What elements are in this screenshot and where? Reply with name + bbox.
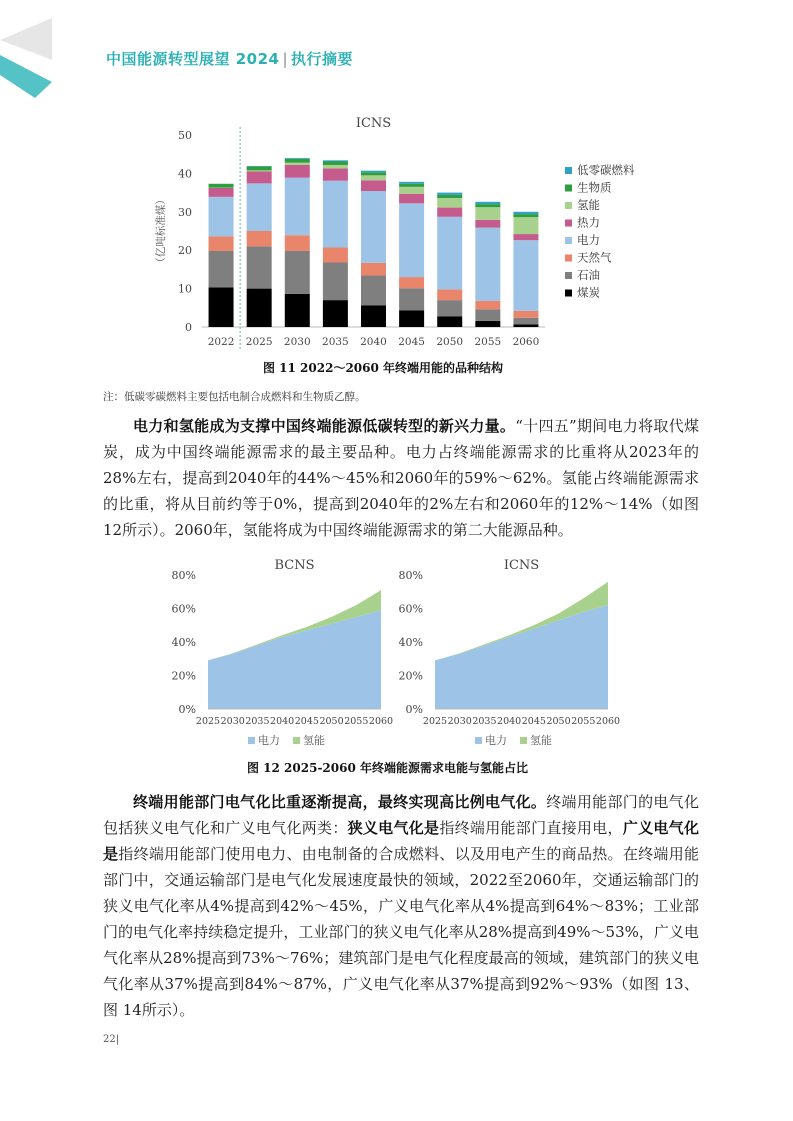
legend-swatch: [565, 220, 572, 227]
bar-segment: [361, 172, 386, 175]
x-tick-label: 2040: [270, 716, 295, 727]
legend-label: 氢能: [303, 734, 325, 747]
bar-segment: [209, 188, 234, 197]
bar-segment: [399, 310, 424, 327]
bar-segment: [209, 197, 234, 237]
x-tick-label: 2045: [294, 716, 319, 727]
bar-segment: [323, 300, 348, 327]
bar-segment: [285, 235, 310, 251]
x-tick-label: 2050: [546, 716, 571, 727]
bar-segment: [247, 170, 272, 171]
bar-segment: [437, 193, 462, 195]
bar-segment: [399, 184, 424, 187]
para1-lead: 电力和氢能成为支撑中国终端能源低碳转型的新兴力量。: [133, 417, 516, 435]
legend-label: 石油: [577, 268, 600, 282]
y-tick-label: 40%: [171, 636, 196, 649]
area-series-电力: [435, 605, 608, 709]
y-tick-label: 60%: [398, 602, 423, 616]
header-separator: |: [282, 50, 289, 68]
bar-segment: [285, 178, 310, 236]
legend-label: 电力: [577, 233, 600, 247]
y-tick-label: 80%: [171, 569, 196, 582]
bar-segment: [513, 214, 538, 217]
bar-segment: [513, 234, 538, 240]
bar-segment: [437, 195, 462, 198]
paragraph-electricity-hydrogen: [103, 413, 699, 543]
bar-segment: [209, 184, 234, 188]
bar-segment: [513, 311, 538, 318]
bar-segment: [399, 194, 424, 204]
bar-segment: [437, 289, 462, 300]
bar-segment: [475, 202, 500, 204]
bar-segment: [361, 263, 386, 276]
x-tick-label: 2035: [472, 716, 497, 727]
bar-segment: [513, 324, 538, 327]
report-subtitle: 执行摘要: [291, 50, 354, 68]
x-tick-label: 2030: [283, 336, 311, 348]
y-tick-label: 60%: [171, 602, 196, 616]
legend-swatch: [475, 737, 482, 744]
para2-bold-narrow: 狭义电气化是: [347, 819, 440, 837]
bar-segment: [323, 160, 348, 161]
para2-body1: 终端用能部门的电气化包括狭义电气化和广义电气化两类：: [103, 793, 699, 837]
bar-segment: [399, 182, 424, 184]
bar-segment: [323, 181, 348, 248]
bar-segment: [247, 289, 272, 327]
legend-label: 电力: [258, 734, 280, 747]
x-tick-label: 2030: [447, 716, 472, 727]
bar-segment: [361, 191, 386, 263]
legend-swatch: [565, 237, 572, 244]
y-tick-label: 30: [178, 205, 192, 219]
x-tick-label: 2055: [571, 716, 596, 727]
bar-segment: [513, 318, 538, 325]
bar-segment: [323, 262, 348, 300]
y-tick-label: 10: [178, 282, 192, 296]
legend-swatch: [565, 202, 572, 209]
chart-title: ICNS: [503, 558, 540, 573]
legend-swatch: [565, 290, 572, 297]
page-number: 22|: [103, 1034, 120, 1045]
bar-segment: [285, 163, 310, 165]
corner-decoration: [0, 0, 60, 100]
legend-swatch: [248, 737, 255, 744]
bar-segment: [323, 161, 348, 164]
y-tick-label: 40%: [398, 636, 423, 649]
bar-segment: [475, 207, 500, 220]
bar-segment: [437, 208, 462, 217]
x-tick-label: 2025: [195, 716, 221, 727]
para2-body2: 指终端用能部门直接用电，: [439, 819, 623, 837]
bar-segment: [247, 246, 272, 288]
y-tick-label: 20%: [398, 669, 423, 683]
legend-swatch: [565, 272, 572, 279]
bar-segment: [475, 301, 500, 309]
figure11-note: 注：低碳零碳燃料主要包括电制合成燃料和生物质乙醇。: [103, 391, 366, 403]
legend-label: 热力: [577, 215, 600, 230]
bar-segment: [285, 165, 310, 178]
paragraph-electrification: [103, 789, 699, 1023]
para2-lead: 终端用能部门电气化比重逐渐提高，最终实现高比例电气化。: [133, 793, 547, 811]
legend-swatch: [293, 737, 300, 744]
bar-segment: [285, 159, 310, 163]
figure12-bcns-area-chart: [165, 553, 395, 758]
bar-segment: [247, 171, 272, 183]
figure11-stacked-bar-chart: [140, 110, 680, 355]
legend-label: 电力: [485, 734, 507, 747]
bar-segment: [437, 316, 462, 327]
bar-segment: [399, 288, 424, 310]
legend-label: 生物质: [577, 180, 612, 195]
bar-segment: [247, 166, 272, 170]
bar-segment: [323, 165, 348, 168]
legend-swatch: [565, 185, 572, 192]
bar-segment: [361, 276, 386, 306]
bar-segment: [361, 305, 386, 327]
bar-segment: [513, 217, 538, 234]
report-title: 中国能源转型展望 2024: [106, 50, 280, 68]
page-number-text: 22: [103, 1034, 116, 1045]
bar-segment: [399, 187, 424, 194]
y-tick-label: 50: [178, 129, 192, 142]
bar-segment: [209, 251, 234, 287]
bar-segment: [475, 228, 500, 301]
x-tick-label: 2040: [360, 336, 387, 348]
figure11-caption: 图 11 2022～2060 年终端用能的品种结构: [263, 361, 504, 375]
y-tick-label: 0%: [178, 703, 196, 716]
bar-segment: [437, 198, 462, 208]
bar-segment: [209, 287, 234, 327]
bar-segment: [247, 183, 272, 231]
para2-bold-broad: 广义电气化是: [103, 819, 699, 863]
bar-segment: [361, 171, 386, 173]
y-tick-label: 40: [178, 167, 192, 181]
x-tick-label: 2045: [398, 336, 425, 348]
y-tick-label: 0%: [405, 703, 423, 716]
x-tick-label: 2050: [319, 716, 344, 727]
x-tick-label: 2035: [322, 336, 349, 348]
chart-title: BCNS: [274, 558, 315, 573]
bar-segment: [285, 251, 310, 294]
bar-segment: [437, 217, 462, 290]
bar-segment: [399, 203, 424, 277]
x-tick-label: 2035: [245, 716, 270, 727]
legend-swatch: [565, 167, 572, 174]
legend-label: 天然气: [577, 250, 612, 265]
para2-body3: 指终端用能部门使用电力、由电制备的合成燃料、以及用电产生的商品热。在终端用能部门中，交通运输部门是电气化发展速度最快的领域，2022至2060年，交通运输部门的狭义电气化率从4%提高到42%～45%，广义电气化率从4%提高到64%～83%；工业部门的电气化率持续稳定提升，工业部门的狭义电气化率从28%提高到49%～53%，广义电气化率从28%提高到73%～76%；建筑部门是电气化程度最高的领域，建筑部门的狭义电气化率从37%提高到84%～87%，广义电气化率从37%提高到92%～93%（如图 13、图 14所示）。: [103, 845, 699, 1019]
bar-segment: [513, 212, 538, 214]
x-tick-label: 2060: [368, 716, 394, 727]
x-tick-label: 2030: [220, 716, 245, 727]
bar-segment: [247, 231, 272, 246]
legend-label: 低零碳燃料: [577, 163, 635, 177]
bar-segment: [285, 294, 310, 327]
bar-segment: [475, 309, 500, 321]
y-tick-label: 20%: [171, 669, 196, 683]
x-tick-label: 2025: [422, 716, 448, 727]
x-tick-label: 2045: [521, 716, 546, 727]
legend-swatch: [565, 255, 572, 262]
figure12-caption: 图 12 2025-2060 年终端能源需求电能与氢能占比: [247, 761, 529, 775]
bar-segment: [361, 175, 386, 180]
bar-segment: [285, 158, 310, 159]
area-series-电力: [208, 610, 381, 709]
legend-label: 氢能: [530, 734, 552, 747]
x-tick-label: 2040: [497, 716, 522, 727]
x-tick-label: 2022: [207, 336, 235, 348]
y-tick-label: 20: [178, 244, 192, 258]
x-tick-label: 2050: [436, 336, 464, 348]
bar-segment: [361, 180, 386, 191]
bar-segment: [209, 236, 234, 251]
bar-segment: [475, 204, 500, 207]
bar-segment: [399, 277, 424, 288]
bar-segment: [475, 321, 500, 327]
x-tick-label: 2060: [512, 336, 540, 348]
para1-body: “十四五”期间电力将取代煤炭，成为中国终端能源需求的最主要品种。电力占终端能源需求的比重将从2023年的28%左右，提高到2040年的44%～45%和2060年的59%～62%。氢能占终端能源需求的比重，将从目前约等于0%，提高到2040年的2%左右和2060年的12%～14%（如图 12所示）。2060年，氢能将成为中国终端能源需求的第二大能源品种。: [103, 417, 699, 539]
bar-segment: [323, 168, 348, 180]
header-title: [106, 48, 353, 69]
y-tick-label: 0: [185, 321, 192, 334]
y-axis-label: （亿吨标准煤）: [155, 194, 167, 268]
legend-label: 氢能: [577, 198, 600, 212]
chart-title: ICNS: [355, 116, 392, 131]
x-tick-label: 2055: [344, 716, 369, 727]
legend-label: 煤炭: [577, 285, 600, 300]
legend-swatch: [520, 737, 527, 744]
bar-segment: [323, 248, 348, 263]
x-tick-label: 2055: [474, 336, 502, 348]
bar-segment: [437, 300, 462, 316]
y-tick-label: 80%: [398, 569, 423, 582]
x-tick-label: 2025: [245, 336, 273, 348]
bar-segment: [513, 240, 538, 311]
x-tick-label: 2060: [595, 716, 621, 727]
figure12-icns-area-chart: [392, 553, 624, 758]
bar-segment: [475, 220, 500, 228]
